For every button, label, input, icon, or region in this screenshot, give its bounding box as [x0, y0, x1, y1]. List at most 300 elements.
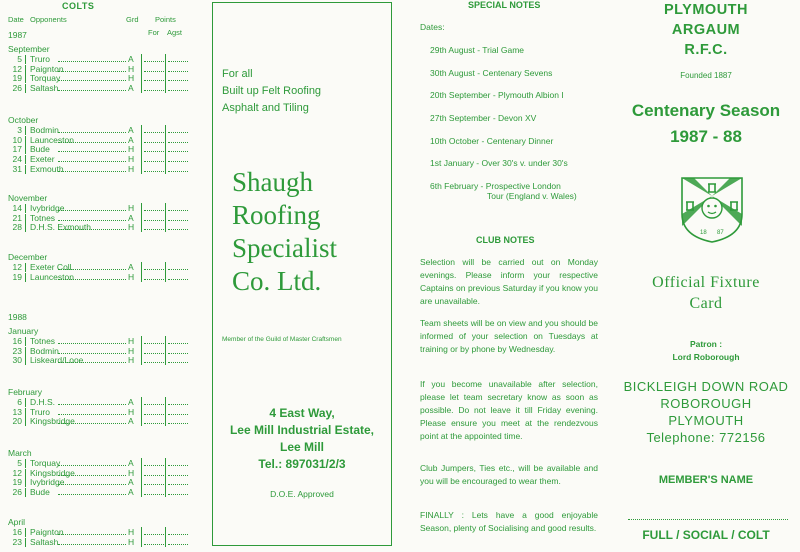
points-against-blank [168, 210, 188, 211]
divider [165, 164, 166, 174]
fixture-ground: H [128, 203, 135, 213]
fixture-date: 12 [12, 262, 22, 272]
points-for-blank [144, 414, 164, 415]
note-item: Tour (England v. Wales) [487, 191, 577, 201]
fixture-opponent: Launceston [30, 134, 74, 145]
company-name-line: Shaugh [232, 167, 313, 197]
advert-telephone: Tel.: 897031/2/3 [258, 457, 346, 471]
fixture-row [8, 164, 188, 174]
leader-dots [58, 161, 126, 162]
fixture-opponent: Totnes [30, 212, 56, 223]
points-for-blank [144, 132, 164, 133]
points-for-blank [144, 71, 164, 72]
fixture-row [8, 487, 188, 497]
points-against-blank [168, 414, 188, 415]
month-heading: March [8, 448, 32, 458]
points-against-blank [168, 171, 188, 172]
divider [25, 417, 26, 426]
leader-dots [58, 362, 126, 363]
fixture-date: 10 [12, 134, 22, 145]
fixture-row [8, 54, 188, 64]
club-note-paragraph: Club Jumpers, Ties etc., will be available and you will be encouraged to wear them. [420, 463, 598, 486]
divider [25, 459, 26, 468]
divider [141, 397, 142, 407]
leader-dots [58, 220, 126, 221]
points-against-blank [168, 494, 188, 495]
ground-line: ROBOROUGH [660, 396, 752, 411]
note-item: 29th August - Trial Game [430, 45, 525, 55]
fixture-opponent: Exmouth [30, 163, 64, 174]
fixture-opponent: Truro [30, 406, 50, 417]
fixture-title-line: Official Fixture [652, 274, 760, 291]
fixture-opponent: Truro [30, 54, 50, 64]
advert-line: For all [222, 68, 253, 80]
fixture-ground: H [128, 271, 135, 282]
divider [141, 336, 142, 346]
points-against-blank [168, 534, 188, 535]
points-for-blank [144, 343, 164, 344]
month-heading: February [8, 387, 43, 397]
divider [141, 527, 142, 537]
divider [165, 203, 166, 213]
advert-address [212, 405, 392, 473]
divider [25, 145, 26, 154]
fixture-opponent: Paignton [30, 63, 64, 74]
divider [25, 204, 26, 213]
fixture-date: 31 [12, 163, 22, 174]
fixture-title-line: Card [689, 295, 723, 312]
fixture-ground: H [128, 536, 135, 547]
points-against-blank [168, 220, 188, 221]
fixture-date: 5 [17, 458, 22, 468]
col-date: Date [8, 15, 24, 24]
points-for-blank [144, 90, 164, 91]
fixture-date: 3 [17, 125, 22, 135]
fixture-ground: H [128, 73, 135, 84]
divider [165, 487, 166, 497]
address-line: Lee Mill Industrial Estate, [229, 423, 375, 437]
divider [25, 155, 26, 164]
divider [25, 65, 26, 74]
points-against-blank [168, 343, 188, 344]
fixture-row [8, 222, 188, 232]
fixture-opponent: Ivybridge [30, 203, 65, 213]
points-against-blank [168, 475, 188, 476]
patron [612, 338, 800, 364]
divider [25, 337, 26, 346]
club-crest-icon [680, 176, 744, 244]
fixture-ground: H [128, 527, 135, 537]
divider [165, 272, 166, 282]
divider [165, 54, 166, 64]
divider [25, 55, 26, 64]
note-item: 30th August - Centenary Sevens [430, 68, 553, 78]
company-name [232, 166, 337, 298]
leader-dots [58, 343, 126, 344]
divider [25, 408, 26, 417]
points-for-blank [144, 269, 164, 270]
colts-title: COLTS [62, 1, 95, 11]
address-line: 4 East Way, [269, 406, 335, 420]
year-1988: 1988 [8, 312, 27, 322]
divider [141, 355, 142, 365]
points-against-blank [168, 132, 188, 133]
fixture-date: 23 [12, 536, 22, 547]
fixture-opponent: D.H.S. [30, 397, 56, 407]
month-heading: January [8, 326, 39, 336]
divider [141, 262, 142, 272]
divider [141, 213, 142, 223]
divider [141, 203, 142, 213]
divider [25, 84, 26, 93]
points-against-blank [168, 151, 188, 152]
points-against-blank [168, 71, 188, 72]
divider [165, 336, 166, 346]
points-for-blank [144, 229, 164, 230]
fixture-ground: H [128, 63, 135, 74]
points-for-blank [144, 80, 164, 81]
divider [141, 458, 142, 468]
divider [165, 213, 166, 223]
points-for-blank [144, 423, 164, 424]
fixture-opponent: Torquay [30, 458, 61, 468]
crest-year-right: 87 [717, 230, 724, 236]
fixture-date: 20 [12, 416, 22, 427]
note-item: 10th October - Centenary Dinner [430, 136, 554, 146]
points-for-blank [144, 171, 164, 172]
fixture-date: 12 [12, 467, 22, 478]
fixture-ground: A [128, 212, 134, 223]
points-for-blank [144, 353, 164, 354]
divider [165, 537, 166, 547]
fixture-row [8, 346, 188, 356]
fixture-ground: H [128, 355, 135, 366]
fixture-date: 17 [12, 144, 22, 155]
fixture-opponent: Kingsbridge [30, 416, 75, 427]
divider [25, 273, 26, 282]
fixture-date: 24 [12, 154, 22, 165]
divider [141, 487, 142, 497]
fixture-opponent: Exeter [30, 154, 55, 165]
fixture-date: 30 [12, 355, 22, 366]
ground-telephone: Telephone: 772156 [646, 430, 766, 445]
divider [165, 397, 166, 407]
season-years: 1987 - 88 [670, 127, 742, 146]
divider [25, 74, 26, 83]
doe-approved: D.O.E. Approved [270, 489, 334, 499]
guild-note: Member of the Guild of Master Craftsmen [222, 336, 342, 343]
fixture-date: 12 [12, 63, 22, 74]
points-against-blank [168, 90, 188, 91]
fixture-row [8, 416, 188, 426]
leader-dots [58, 229, 126, 230]
points-for-blank [144, 151, 164, 152]
club-name [612, 0, 800, 60]
fixture-date: 19 [12, 271, 22, 282]
points-against-blank [168, 269, 188, 270]
fixture-opponent: Liskeard/Looe [30, 355, 84, 366]
divider [141, 346, 142, 356]
points-against-blank [168, 353, 188, 354]
fixture-opponent: Bude [30, 144, 50, 155]
leader-dots [58, 465, 126, 466]
divider [141, 468, 142, 478]
fixture-row [8, 458, 188, 468]
divider [165, 346, 166, 356]
divider [165, 144, 166, 154]
points-for-blank [144, 142, 164, 143]
divider [165, 468, 166, 478]
fixture-row [8, 73, 188, 83]
divider [141, 164, 142, 174]
leader-dots [58, 61, 126, 62]
fixture-opponent: Bodmin [30, 345, 59, 356]
fixture-row [8, 477, 188, 487]
divider [141, 54, 142, 64]
col-grd: Grd [126, 15, 139, 24]
note-item: 20th September - Plymouth Albion I [430, 90, 564, 100]
divider [141, 64, 142, 74]
points-for-blank [144, 161, 164, 162]
dates-label: Dates: [420, 22, 445, 32]
points-against-blank [168, 423, 188, 424]
divider [25, 126, 26, 135]
divider [141, 477, 142, 487]
fixture-ground: A [128, 487, 134, 498]
fixture-date: 21 [12, 212, 22, 223]
fixture-opponent: Bude [30, 487, 50, 498]
divider [141, 537, 142, 547]
fixture-date: 28 [12, 222, 22, 233]
fixture-row [8, 537, 188, 547]
divider [165, 262, 166, 272]
leader-dots [58, 151, 126, 152]
fixture-ground: A [128, 477, 134, 488]
month-heading: October [8, 115, 39, 125]
leader-dots [58, 80, 126, 81]
year-1987: 1987 [8, 30, 27, 40]
fixture-row [8, 83, 188, 93]
club-name-line: R.F.C. [684, 42, 728, 58]
note-item: 1st January - Over 30's v. under 30's [430, 158, 568, 168]
points-against-blank [168, 404, 188, 405]
col-agst: Agst [167, 28, 183, 37]
fixture-ground: H [128, 336, 135, 346]
points-for-blank [144, 404, 164, 405]
club-note-paragraph: Team sheets will be on view and you should be informed of your selection on Tuesdays at training or by phone by Wednesday. [420, 318, 598, 354]
fixture-opponent: Bodmin [30, 125, 59, 135]
club-note-paragraph: FINALLY : Lets have a good enjoyable Season, plenty of Socialising and good results. [420, 510, 598, 533]
advert-line: Built up Felt Roofing [222, 85, 322, 97]
divider [25, 263, 26, 272]
leader-dots [58, 171, 126, 172]
month-heading: April [8, 517, 26, 527]
divider [25, 488, 26, 497]
divider [165, 458, 166, 468]
points-against-blank [168, 362, 188, 363]
centenary-line: Centenary Season [631, 101, 781, 120]
divider [141, 154, 142, 164]
leader-dots [58, 353, 126, 354]
fixture-row [8, 468, 188, 478]
membership-type: FULL / SOCIAL / COLT [642, 528, 770, 542]
points-for-blank [144, 210, 164, 211]
special-notes-title: SPECIAL NOTES [468, 0, 541, 10]
fixture-opponent: Totnes [30, 336, 56, 346]
ground-line: BICKLEIGH DOWN ROAD [623, 379, 789, 394]
col-for: For [148, 28, 160, 37]
divider [141, 73, 142, 83]
divider [165, 125, 166, 135]
col-points: Points [155, 15, 176, 24]
fixture-ground: A [128, 262, 134, 272]
divider [165, 154, 166, 164]
divider [141, 222, 142, 232]
leader-dots [58, 71, 126, 72]
fixture-row [8, 262, 188, 272]
points-against-blank [168, 279, 188, 280]
divider [141, 83, 142, 93]
divider [141, 125, 142, 135]
leader-dots [58, 132, 126, 133]
divider [141, 144, 142, 154]
divider [141, 272, 142, 282]
patron-label: Patron : [689, 339, 723, 349]
fixture-date: 16 [12, 336, 22, 346]
address-line: Lee Mill [279, 440, 324, 454]
divider [165, 135, 166, 145]
month-heading: December [8, 252, 48, 262]
company-name-line: Roofing [232, 200, 321, 230]
fixture-row [8, 125, 188, 135]
fixture-ground: A [128, 458, 134, 468]
divider [141, 416, 142, 426]
points-against-blank [168, 465, 188, 466]
club-note-paragraph: If you become unavailable after selection, please let team secretary know as soon as possible. Do not leave it till Friday evening. Please ensure you meet at the rendezvous point at the appointed time. [420, 379, 598, 441]
fixture-opponent: Exeter Coll. [30, 262, 74, 272]
fixture-date: 13 [12, 406, 22, 417]
leader-dots [58, 210, 126, 211]
points-for-blank [144, 220, 164, 221]
fixture-ground: A [128, 83, 134, 94]
fixture-ground: H [128, 467, 135, 478]
points-for-blank [144, 279, 164, 280]
divider [25, 538, 26, 547]
fixture-row [8, 213, 188, 223]
divider [25, 223, 26, 232]
divider [165, 73, 166, 83]
divider [25, 165, 26, 174]
divider [25, 136, 26, 145]
advert-line: Asphalt and Tiling [222, 102, 309, 114]
fixture-ground: A [128, 134, 134, 145]
fixture-ground: H [128, 144, 135, 155]
fixture-opponent: D.H.S. Exmouth [30, 222, 91, 233]
divider [141, 135, 142, 145]
fixture-opponent: Paignton [30, 527, 64, 537]
member-name-line [628, 519, 788, 520]
points-against-blank [168, 484, 188, 485]
company-name-line: Specialist [232, 233, 337, 263]
fixture-date: 19 [12, 73, 22, 84]
ground-line: PLYMOUTH [668, 413, 744, 428]
fixture-row [8, 355, 188, 365]
divider [25, 528, 26, 537]
divider [141, 407, 142, 417]
fixture-date: 14 [12, 203, 22, 213]
points-against-blank [168, 161, 188, 162]
leader-dots [58, 142, 126, 143]
points-for-blank [144, 494, 164, 495]
company-name-line: Co. Ltd. [232, 266, 322, 296]
col-opponents: Opponents [30, 15, 67, 24]
points-for-blank [144, 484, 164, 485]
divider [165, 477, 166, 487]
divider [165, 527, 166, 537]
points-against-blank [168, 80, 188, 81]
fixture-ground: H [128, 345, 135, 356]
fixture-opponent: Launceston [30, 271, 74, 282]
divider [165, 64, 166, 74]
divider [165, 222, 166, 232]
fixture-ground: A [128, 125, 134, 135]
points-for-blank [144, 475, 164, 476]
points-for-blank [144, 534, 164, 535]
fixture-opponent: Saltash [30, 536, 59, 547]
fixture-row [8, 272, 188, 282]
crest-year-left: 18 [700, 230, 707, 236]
leader-dots [58, 534, 126, 535]
leader-dots [58, 494, 126, 495]
fixture-row [8, 154, 188, 164]
fixture-row [8, 397, 188, 407]
points-for-blank [144, 61, 164, 62]
fixture-date: 26 [12, 487, 22, 498]
points-against-blank [168, 544, 188, 545]
fixture-opponent: Torquay [30, 73, 61, 84]
patron-name: Lord Roborough [672, 352, 740, 362]
founded-date: Founded 1887 [680, 71, 732, 80]
fixture-card-title [612, 272, 800, 314]
points-for-blank [144, 465, 164, 466]
fixture-row [8, 336, 188, 346]
leader-dots [58, 90, 126, 91]
fixture-ground: A [128, 416, 134, 427]
fixture-date: 19 [12, 477, 22, 488]
fixture-date: 26 [12, 83, 22, 94]
fixture-row [8, 527, 188, 537]
divider [25, 214, 26, 223]
leader-dots [58, 484, 126, 485]
leader-dots [58, 269, 126, 270]
leader-dots [58, 404, 126, 405]
divider [25, 478, 26, 487]
club-notes-title: CLUB NOTES [476, 235, 535, 245]
fixture-opponent: Kingsbridge [30, 467, 75, 478]
divider [25, 398, 26, 407]
points-against-blank [168, 142, 188, 143]
points-against-blank [168, 61, 188, 62]
points-for-blank [144, 544, 164, 545]
members-name-label: MEMBER'S NAME [658, 474, 754, 486]
fixture-ground: H [128, 406, 135, 417]
fixture-row [8, 144, 188, 154]
club-name-line: ARGAUM [671, 22, 741, 38]
month-heading: November [8, 193, 48, 203]
fixture-date: 16 [12, 527, 22, 537]
divider [25, 347, 26, 356]
leader-dots [58, 279, 126, 280]
